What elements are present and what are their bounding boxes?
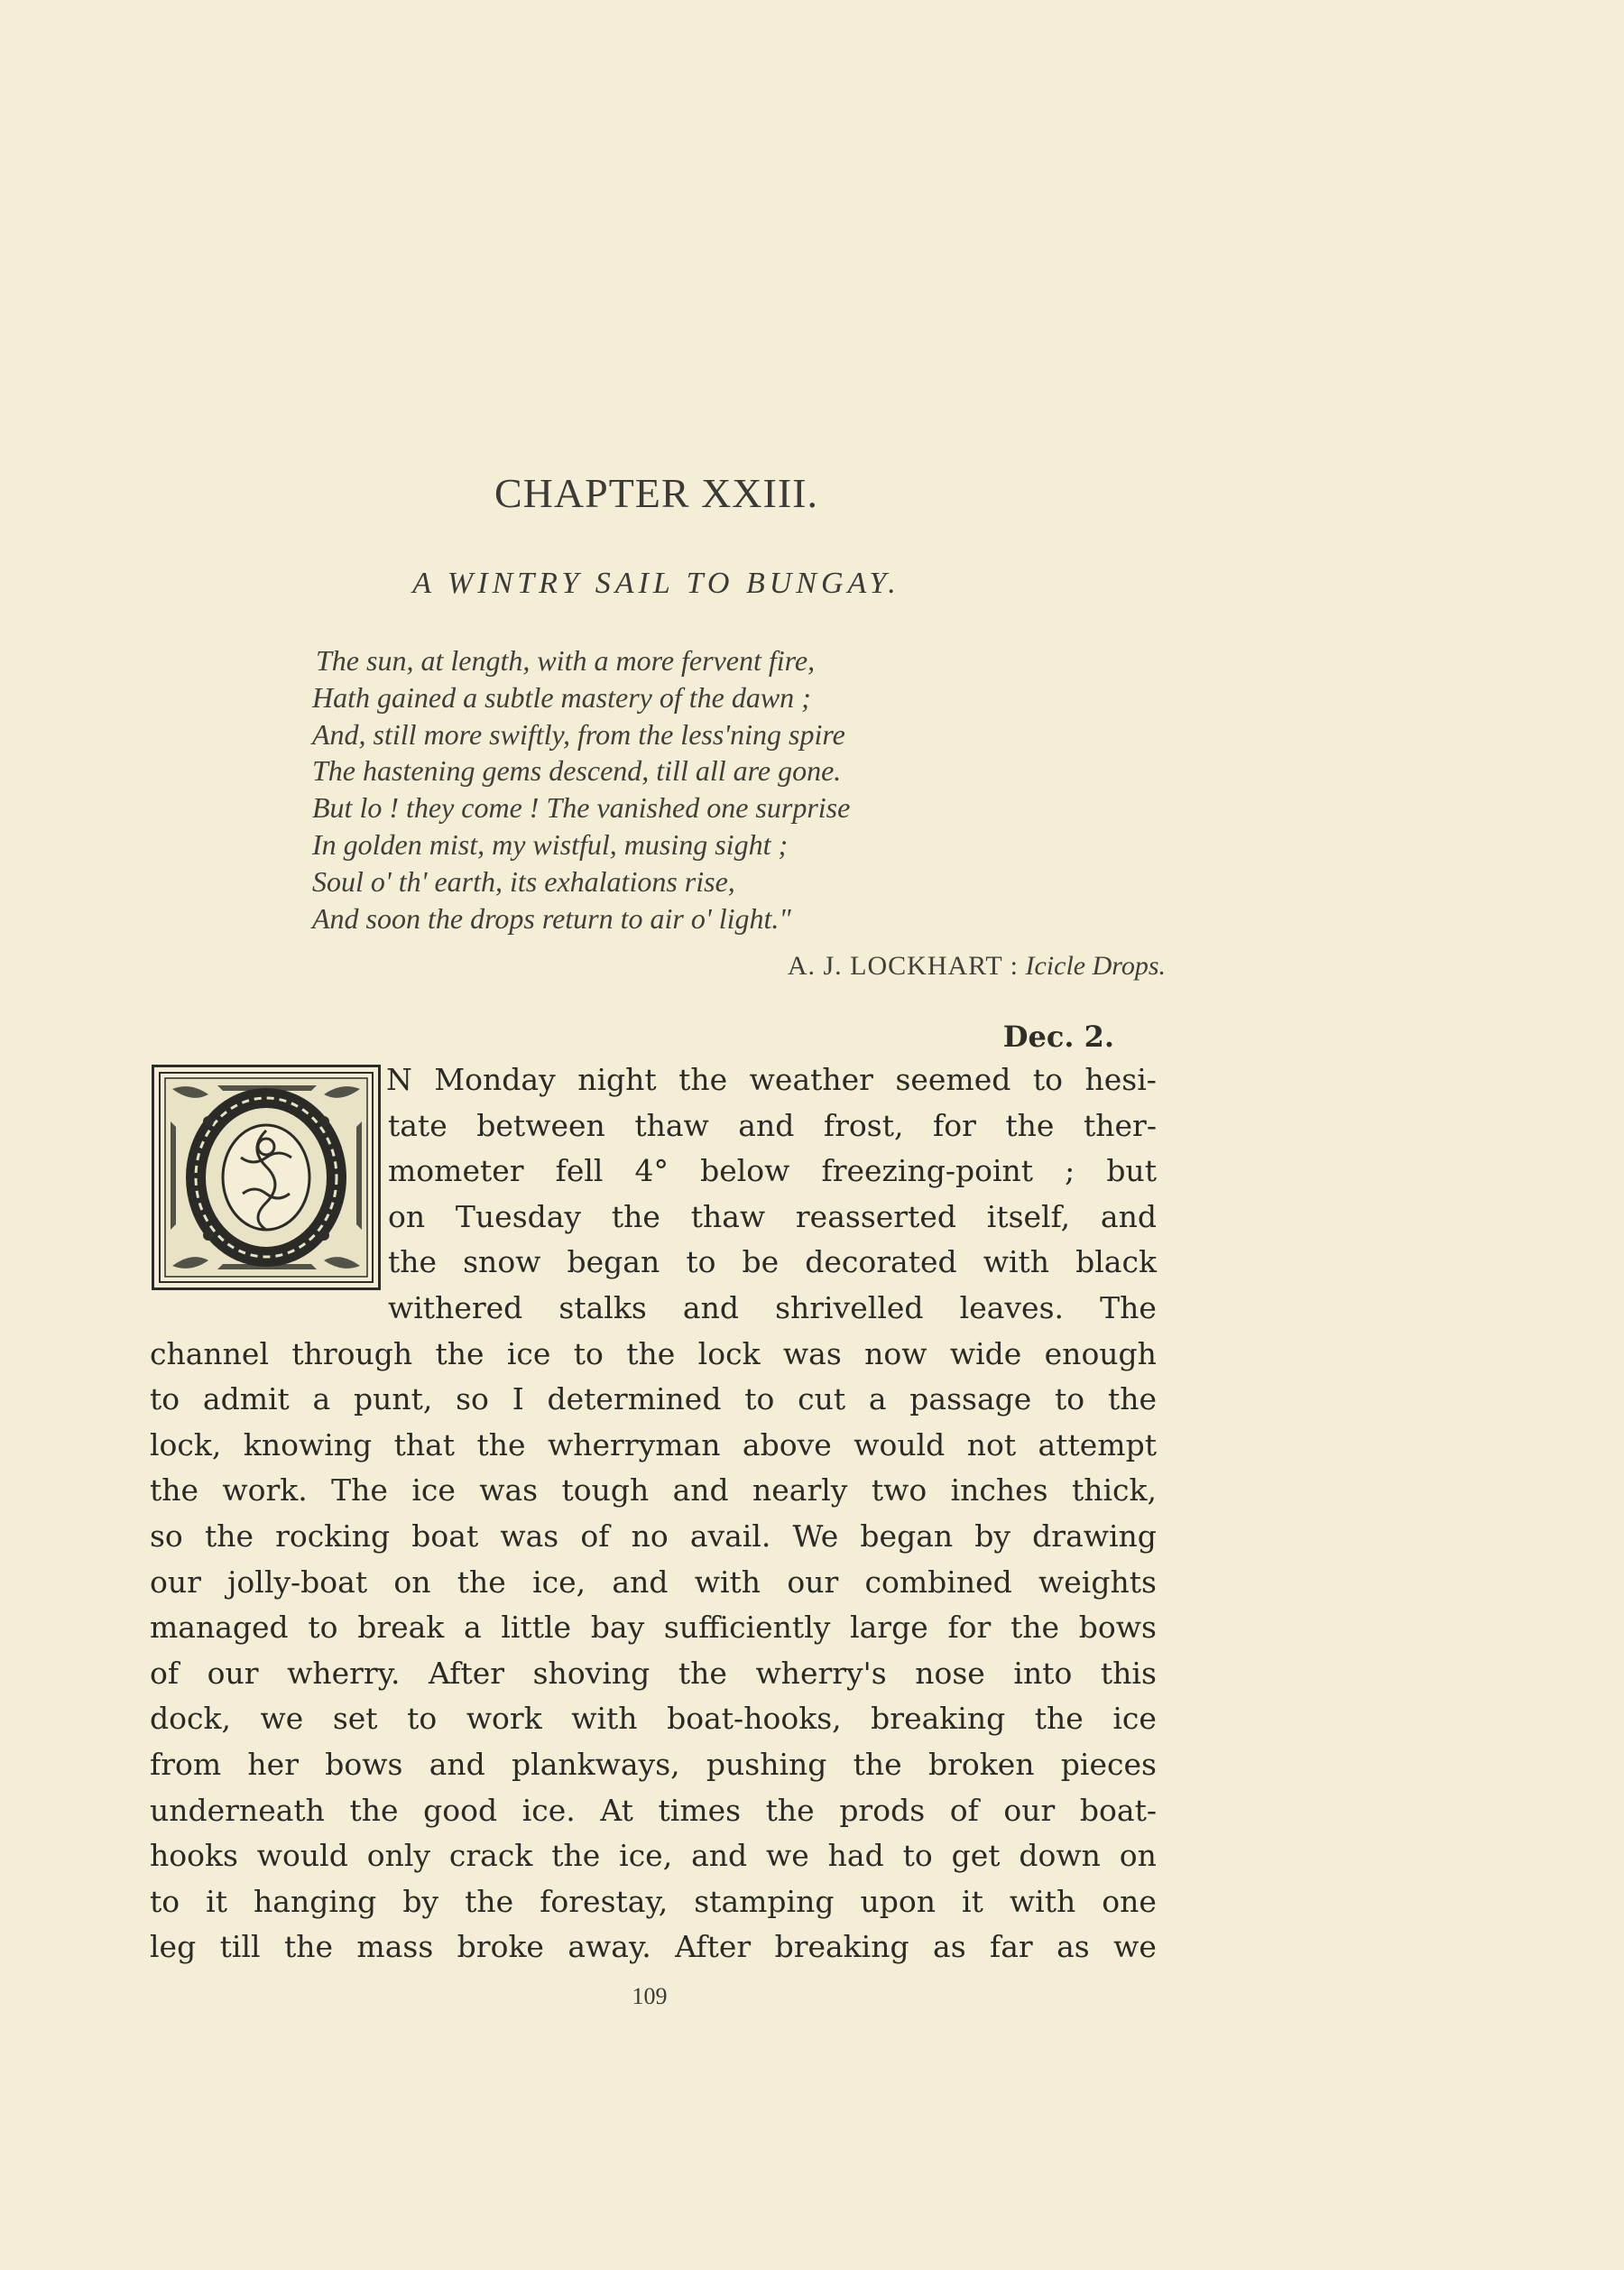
word: The xyxy=(1100,1289,1157,1325)
text-line xyxy=(150,1924,1157,1970)
word: the xyxy=(611,1198,660,1234)
word: shrivelled xyxy=(775,1289,924,1325)
word: underneath xyxy=(150,1792,325,1828)
word: wherryman xyxy=(548,1426,721,1463)
word: that xyxy=(393,1426,456,1463)
word: decorated xyxy=(805,1244,957,1280)
word: was xyxy=(782,1335,842,1371)
epigraph xyxy=(312,642,1160,937)
word: to xyxy=(686,1244,716,1280)
word: stalks xyxy=(558,1289,647,1325)
word: to xyxy=(744,1381,775,1417)
word: to xyxy=(1055,1381,1085,1417)
word: a xyxy=(464,1610,482,1646)
word: of xyxy=(949,1792,979,1828)
word: ice xyxy=(411,1472,456,1509)
word: combined xyxy=(864,1564,1012,1600)
epigraph-line: Soul o' th' earth, its exhalations rise, xyxy=(312,864,735,898)
word: as xyxy=(1057,1929,1090,1965)
word: would xyxy=(256,1838,348,1874)
text-line xyxy=(150,1560,1157,1606)
word: her xyxy=(247,1746,299,1782)
word: work xyxy=(466,1701,542,1737)
word: and xyxy=(738,1107,795,1143)
word: for xyxy=(933,1107,976,1143)
text-line xyxy=(150,1195,1157,1241)
word: knowing xyxy=(243,1426,373,1463)
epigraph-line: The sun, at length, with a more fervent fire, xyxy=(316,644,816,677)
word: plankways, xyxy=(512,1746,680,1782)
word: fell xyxy=(555,1153,604,1189)
word: ; xyxy=(1065,1153,1075,1189)
word: our xyxy=(150,1564,201,1600)
word: seemed xyxy=(895,1062,1011,1097)
word: passage xyxy=(909,1381,1032,1417)
word: the xyxy=(551,1838,601,1874)
word: with xyxy=(694,1564,761,1600)
word: our xyxy=(787,1564,839,1600)
word: through xyxy=(291,1335,413,1371)
word: to xyxy=(573,1335,604,1371)
word: pushing xyxy=(706,1746,827,1782)
text-line xyxy=(150,1605,1157,1651)
word: ice. xyxy=(521,1792,576,1828)
epigraph-line: In golden mist, my wistful, musing sight ; xyxy=(312,827,789,861)
word: began xyxy=(567,1244,660,1280)
word: thick, xyxy=(1071,1472,1157,1509)
word: to xyxy=(407,1701,438,1737)
word: far xyxy=(990,1929,1033,1965)
word: not xyxy=(966,1426,1017,1463)
word: on xyxy=(1119,1838,1157,1874)
word: boat- xyxy=(1079,1792,1157,1828)
word: hesi- xyxy=(1084,1062,1157,1097)
text-line xyxy=(150,1879,1157,1925)
word: so xyxy=(456,1381,489,1417)
word: was xyxy=(479,1472,539,1509)
word: between xyxy=(476,1107,605,1143)
word: we xyxy=(1113,1929,1157,1965)
word: down xyxy=(1019,1838,1101,1874)
word: till xyxy=(219,1929,261,1965)
epigraph-line: And, still more swiftly, from the less'ning spire xyxy=(312,717,845,751)
word: to xyxy=(1032,1062,1064,1097)
word: the xyxy=(204,1518,254,1554)
body-text xyxy=(150,1057,1157,1970)
word: began xyxy=(860,1518,954,1554)
word: this xyxy=(1100,1655,1157,1691)
word: for xyxy=(947,1610,992,1646)
word: on xyxy=(393,1564,431,1600)
word: the xyxy=(678,1655,727,1691)
word: below xyxy=(700,1153,790,1189)
word: one xyxy=(1102,1883,1157,1919)
word: thaw xyxy=(634,1107,709,1143)
word: but xyxy=(1106,1153,1157,1189)
text-line xyxy=(150,1332,1157,1378)
word: the xyxy=(678,1062,728,1097)
word: of xyxy=(150,1655,180,1691)
word: the xyxy=(150,1472,199,1509)
word: lock, xyxy=(150,1426,222,1463)
word: and xyxy=(682,1289,739,1325)
word: be xyxy=(742,1244,780,1280)
word: lock xyxy=(697,1335,761,1371)
text-line xyxy=(150,1286,1157,1332)
word: dock, xyxy=(150,1701,231,1737)
word: rocking xyxy=(275,1518,391,1554)
text-line xyxy=(150,1788,1157,1834)
word: I xyxy=(512,1381,524,1417)
text-line xyxy=(150,1833,1157,1879)
word: breaking xyxy=(871,1701,1006,1737)
word: managed xyxy=(150,1610,289,1646)
word: tough xyxy=(561,1472,650,1509)
word: wherry's xyxy=(755,1655,887,1691)
word: large xyxy=(850,1610,928,1646)
word: bows xyxy=(1078,1610,1157,1646)
word: no xyxy=(631,1518,669,1554)
word: the xyxy=(435,1335,484,1371)
word: leg xyxy=(150,1929,197,1965)
text-line xyxy=(150,1057,1157,1103)
word: prods xyxy=(839,1792,926,1828)
word: ice xyxy=(1112,1701,1157,1737)
chapter-subtitle: A WINTRY SAIL TO BUNGAY. xyxy=(412,567,900,600)
word: forestay, xyxy=(540,1883,669,1919)
epigraph-line: The hastening gems descend, till all are gone. xyxy=(312,754,842,788)
word: and xyxy=(672,1472,729,1509)
word: boat-hooks, xyxy=(667,1701,842,1737)
word: a xyxy=(312,1381,331,1417)
text-line xyxy=(150,1240,1157,1286)
date-line: Dec. 2. xyxy=(1002,1020,1114,1054)
word: above xyxy=(742,1426,832,1463)
word: the xyxy=(1005,1107,1055,1143)
text-line xyxy=(150,1651,1157,1697)
word: to xyxy=(902,1838,933,1874)
word: it xyxy=(206,1883,227,1919)
word: with xyxy=(571,1701,638,1737)
word: mass xyxy=(356,1929,434,1965)
word: enough xyxy=(1044,1335,1157,1371)
word: the xyxy=(1010,1610,1060,1646)
word: After xyxy=(675,1929,752,1965)
word: nearly xyxy=(752,1472,848,1509)
text-line xyxy=(150,1468,1157,1514)
word: shoving xyxy=(532,1655,651,1691)
chapter-heading: CHAPTER XXIII. xyxy=(494,470,818,516)
word: the xyxy=(853,1746,902,1782)
word: the xyxy=(1034,1701,1084,1737)
word: leaves. xyxy=(959,1289,1065,1325)
word: admit xyxy=(202,1381,290,1417)
word: by xyxy=(402,1883,439,1919)
word: Tuesday xyxy=(455,1198,582,1234)
text-line xyxy=(150,1103,1157,1149)
word: determined xyxy=(547,1381,722,1417)
word: bows xyxy=(325,1746,403,1782)
word: avail. xyxy=(689,1518,771,1554)
word: the xyxy=(388,1244,438,1280)
word: hanging xyxy=(254,1883,377,1919)
epigraph-line: Hath gained a subtle mastery of the dawn ; xyxy=(312,680,811,714)
word: weights xyxy=(1038,1564,1157,1600)
word: on xyxy=(388,1198,426,1234)
word: to xyxy=(150,1883,180,1919)
word: broken xyxy=(927,1746,1035,1782)
word: 4° xyxy=(634,1153,669,1189)
word: our xyxy=(1003,1792,1056,1828)
word: two xyxy=(871,1472,927,1509)
word: nose xyxy=(915,1655,985,1691)
word: and xyxy=(691,1838,748,1874)
word: hooks xyxy=(150,1838,238,1874)
word: a xyxy=(868,1381,887,1417)
word: away. xyxy=(567,1929,651,1965)
word: drawing xyxy=(1032,1518,1157,1554)
word: so xyxy=(150,1518,183,1554)
text-line xyxy=(150,1423,1157,1469)
word: the xyxy=(457,1564,506,1600)
word: now xyxy=(864,1335,927,1371)
word: set xyxy=(332,1701,378,1737)
word: weather xyxy=(749,1062,873,1097)
word: upon xyxy=(860,1883,937,1919)
word: cut xyxy=(798,1381,846,1417)
word: broke xyxy=(457,1929,544,1965)
word: bay xyxy=(590,1610,645,1646)
word: sufficiently xyxy=(663,1610,831,1646)
word: jolly-boat xyxy=(227,1564,368,1600)
word: we xyxy=(260,1701,304,1737)
word: the xyxy=(1107,1381,1157,1417)
word: had xyxy=(827,1838,884,1874)
word: from xyxy=(150,1746,222,1782)
page-number: 109 xyxy=(632,1983,668,2009)
word: as xyxy=(933,1929,966,1965)
text-line xyxy=(150,1514,1157,1560)
word: At xyxy=(600,1792,633,1828)
word: and xyxy=(429,1746,485,1782)
word: get xyxy=(951,1838,1001,1874)
word: channel xyxy=(150,1335,269,1371)
word: work. xyxy=(222,1472,308,1509)
word: to xyxy=(308,1610,338,1646)
word: only xyxy=(366,1838,431,1874)
word: and xyxy=(612,1564,669,1600)
word: frost, xyxy=(823,1107,904,1143)
word: The xyxy=(331,1472,388,1509)
word: reasserted xyxy=(795,1198,956,1234)
word: N xyxy=(386,1062,412,1097)
word: We xyxy=(792,1518,839,1554)
word: of xyxy=(580,1518,610,1554)
word: crack xyxy=(448,1838,533,1874)
word: boat xyxy=(411,1518,479,1554)
word: night xyxy=(577,1062,657,1097)
word: would xyxy=(854,1426,946,1463)
word: withered xyxy=(388,1289,523,1325)
attribution-title: Icicle Drops. xyxy=(1025,951,1166,981)
word: break xyxy=(357,1610,445,1646)
word: stamping xyxy=(694,1883,835,1919)
word: the xyxy=(626,1335,676,1371)
word: tate xyxy=(388,1107,448,1143)
word: the xyxy=(465,1883,514,1919)
word: thaw xyxy=(690,1198,766,1234)
word: attempt xyxy=(1038,1426,1157,1463)
word: was xyxy=(500,1518,559,1554)
word: into xyxy=(1013,1655,1073,1691)
word: inches xyxy=(950,1472,1048,1509)
word: After xyxy=(429,1655,505,1691)
word: itself, xyxy=(986,1198,1071,1234)
word: ice, xyxy=(619,1838,673,1874)
word: times xyxy=(658,1792,742,1828)
word: good xyxy=(423,1792,498,1828)
word: pieces xyxy=(1060,1746,1157,1782)
word: Monday xyxy=(434,1062,556,1097)
word: the xyxy=(476,1426,526,1463)
text-line xyxy=(150,1696,1157,1742)
word: with xyxy=(1009,1883,1076,1919)
word: our xyxy=(207,1655,259,1691)
word: ice, xyxy=(532,1564,586,1600)
word: ice xyxy=(506,1335,551,1371)
text-line xyxy=(150,1377,1157,1423)
epigraph-line: But lo ! they come ! The vanished one surprise xyxy=(312,791,851,825)
word: to xyxy=(150,1381,180,1417)
word: by xyxy=(974,1518,1011,1554)
attribution-author: A. J. LOCKHART : xyxy=(787,951,1019,981)
word: and xyxy=(1100,1198,1157,1234)
epigraph-attribution xyxy=(697,951,1166,982)
word: the xyxy=(765,1792,815,1828)
word: it xyxy=(962,1883,983,1919)
word: punt, xyxy=(353,1381,433,1417)
word: the xyxy=(349,1792,399,1828)
word: ther- xyxy=(1084,1107,1157,1143)
word: the xyxy=(283,1929,334,1965)
word: wherry. xyxy=(287,1655,401,1691)
word: with xyxy=(983,1244,1050,1280)
word: wide xyxy=(949,1335,1022,1371)
word: mometer xyxy=(388,1153,524,1189)
epigraph-line: And soon the drops return to air o' light." xyxy=(312,901,791,935)
word: we xyxy=(766,1838,809,1874)
word: snow xyxy=(463,1244,541,1280)
word: black xyxy=(1075,1244,1157,1280)
word: little xyxy=(501,1610,572,1646)
text-line xyxy=(150,1149,1157,1195)
text-line xyxy=(150,1742,1157,1788)
word: breaking xyxy=(774,1929,909,1965)
word: freezing-point xyxy=(821,1153,1034,1189)
